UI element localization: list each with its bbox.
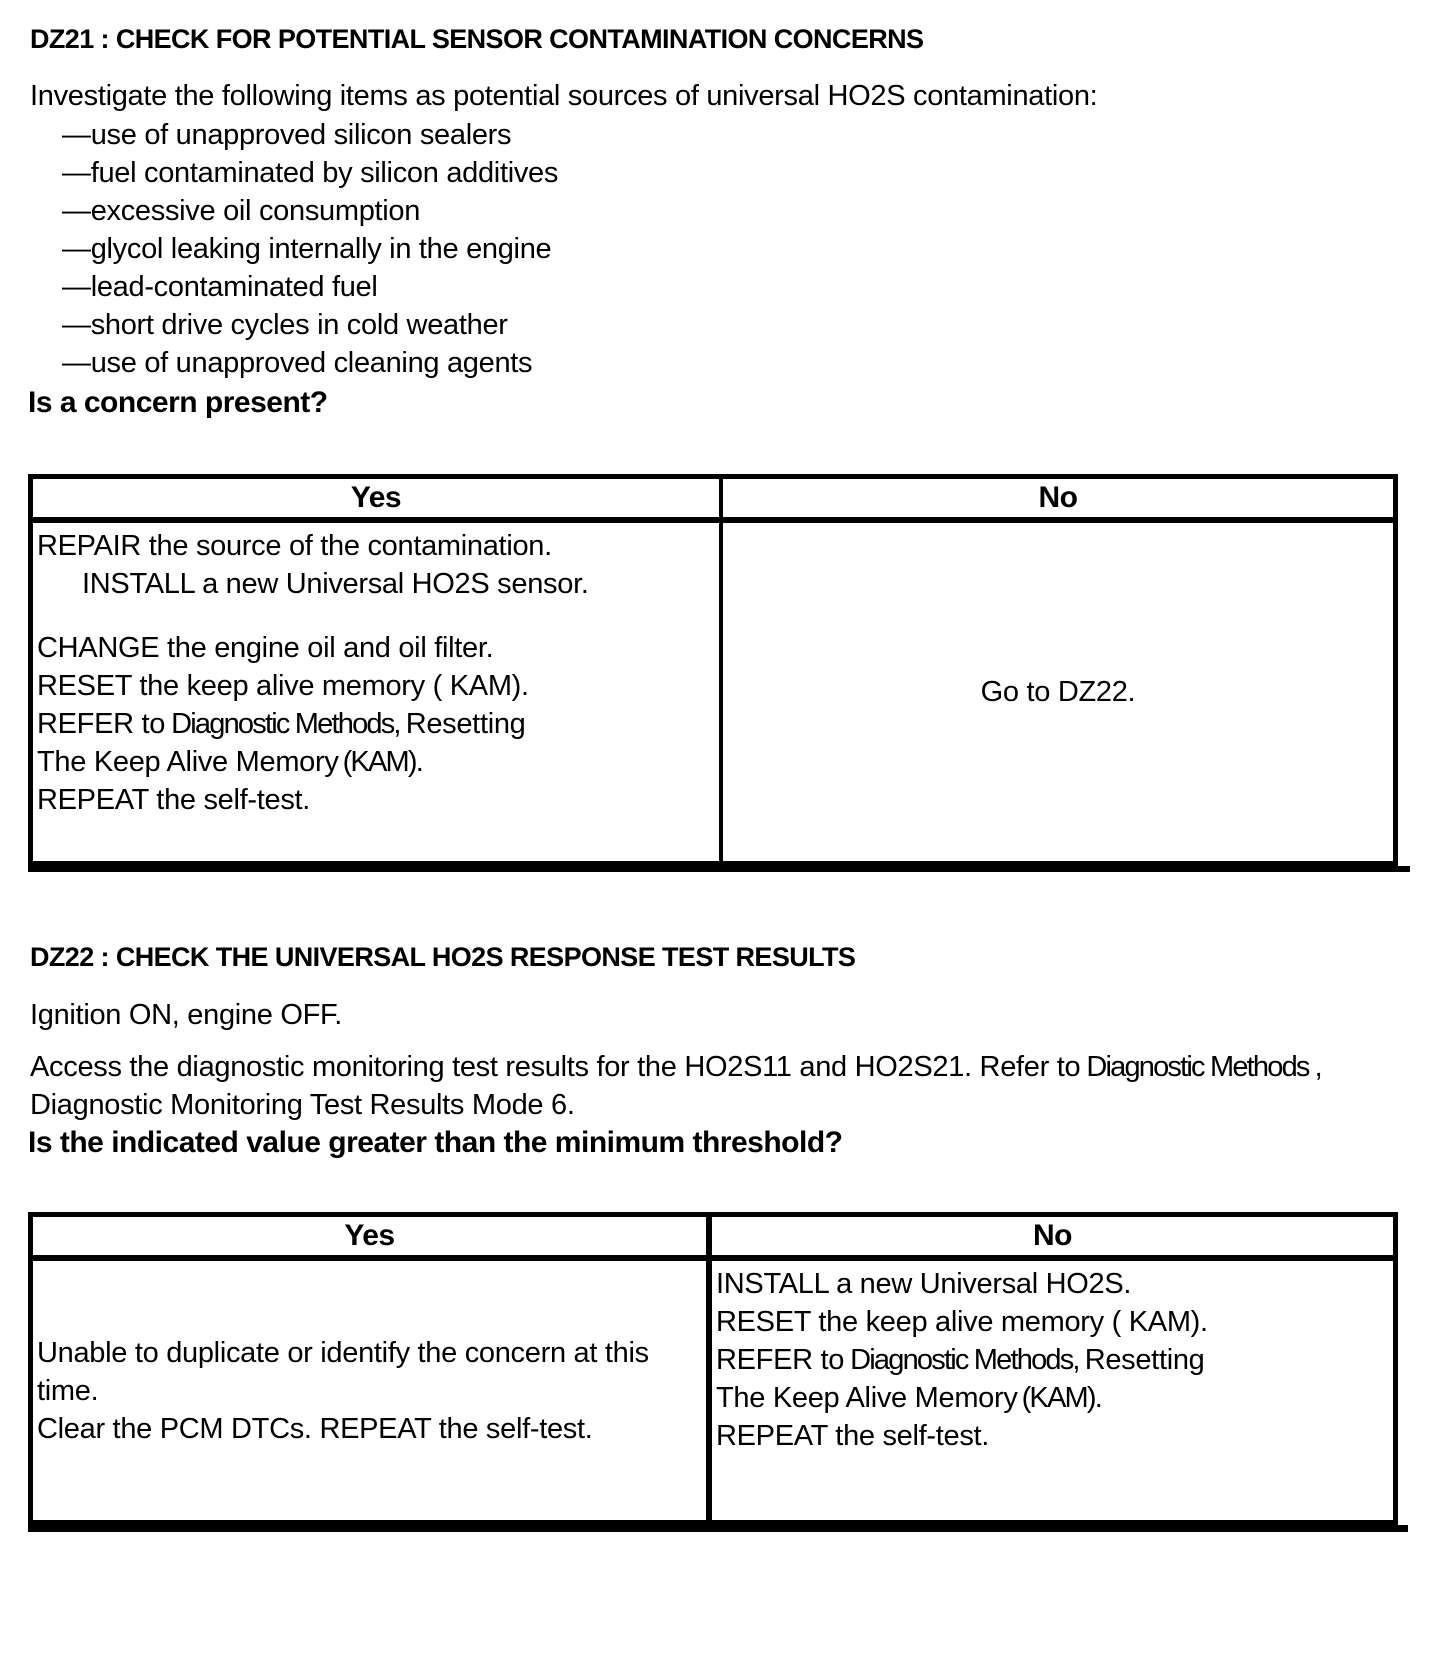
diagnostic-methods-reference: Diagnostic Methods <box>1086 1051 1309 1083</box>
list-item: —short drive cycles in cold weather <box>62 309 508 341</box>
action-line: Clear the PCM DTCs. REPEAT the self-test. <box>37 1412 593 1445</box>
action-line: CHANGE the engine oil and oil filter. <box>37 632 494 664</box>
section-divider-rule <box>28 866 1410 872</box>
diagnostic-methods-reference: Diagnostic Methods, <box>171 708 400 740</box>
kam-reference: (KAM). <box>342 746 422 778</box>
list-item: —use of unapproved silicon sealers <box>62 119 512 151</box>
list-item: —lead-contaminated fuel <box>62 271 378 303</box>
dz21-no-action-cell <box>723 523 1393 861</box>
dz21-step-title: DZ21 : CHECK FOR POTENTIAL SENSOR CONTAMINATION CONCERNS <box>30 24 924 54</box>
pinpoint-test-dz22-section <box>28 942 1436 1525</box>
dz22-yes-action-cell <box>33 1261 712 1520</box>
action-line: RESET the keep alive memory ( KAM). <box>716 1306 1208 1338</box>
go-to-dz22-text: Go to DZ22. <box>980 676 1136 708</box>
decision-table-header-row <box>33 479 1393 523</box>
action-line: REPEAT the self-test. <box>716 1420 990 1452</box>
yes-column-header: Yes <box>33 1217 712 1261</box>
no-column-header: No <box>712 1217 1393 1261</box>
list-item: —fuel contaminated by silicon additives <box>62 157 559 189</box>
action-line: The Keep Alive Memory (KAM). <box>716 1382 1101 1414</box>
action-line: REPAIR the source of the contamination. <box>37 530 552 562</box>
action-line: INSTALL a new Universal HO2S. <box>716 1268 1132 1300</box>
pinpoint-test-dz21-section <box>28 24 1436 866</box>
list-item: —use of unapproved cleaning agents <box>62 347 533 379</box>
list-item: —excessive oil consumption <box>62 195 421 227</box>
action-line: Unable to duplicate or identify the concern at this time. <box>37 1336 649 1407</box>
dz22-access-instruction: Access the diagnostic monitoring test results for the HO2S11 and HO2S21. Refer to Diagnostic Methods , Diagnostic Monitoring Test Results Mode 6. <box>30 1051 1323 1121</box>
action-line: REFER to Diagnostic Methods, Resetting <box>716 1344 1205 1376</box>
dz21-decision-table <box>28 474 1398 866</box>
dz22-no-action-cell <box>712 1261 1393 1520</box>
no-column-header: No <box>723 479 1393 523</box>
decision-table-header-row <box>33 1217 1393 1261</box>
action-line: The Keep Alive Memory (KAM). <box>37 746 422 778</box>
diagnostic-methods-reference: Diagnostic Methods, <box>850 1344 1079 1376</box>
kam-reference: (KAM). <box>1021 1382 1101 1414</box>
dz22-question: Is the indicated value greater than the minimum threshold? <box>28 1126 843 1159</box>
dz22-ignition-instruction: Ignition ON, engine OFF. <box>30 999 342 1031</box>
decision-table-body-row <box>33 523 1393 861</box>
dz21-question: Is a concern present? <box>28 386 328 419</box>
action-line: REPEAT the self-test. <box>37 784 311 816</box>
action-line: REFER to Diagnostic Methods, Resetting <box>37 708 526 740</box>
action-line: INSTALL a new Universal HO2S sensor. <box>82 568 589 600</box>
page-end-rule <box>28 1525 1408 1532</box>
dz21-intro-text: Investigate the following items as potential sources of universal HO2S contamination: <box>30 80 1098 112</box>
contamination-sources-list <box>28 116 1436 382</box>
dz21-yes-action-cell <box>33 523 723 861</box>
dz22-decision-table <box>28 1212 1398 1525</box>
yes-column-header: Yes <box>33 479 723 523</box>
list-item: —glycol leaking internally in the engine <box>62 233 552 265</box>
dz22-step-title: DZ22 : CHECK THE UNIVERSAL HO2S RESPONSE TEST RESULTS <box>30 942 856 972</box>
decision-table-body-row <box>33 1261 1393 1520</box>
action-line: RESET the keep alive memory ( KAM). <box>37 670 529 702</box>
